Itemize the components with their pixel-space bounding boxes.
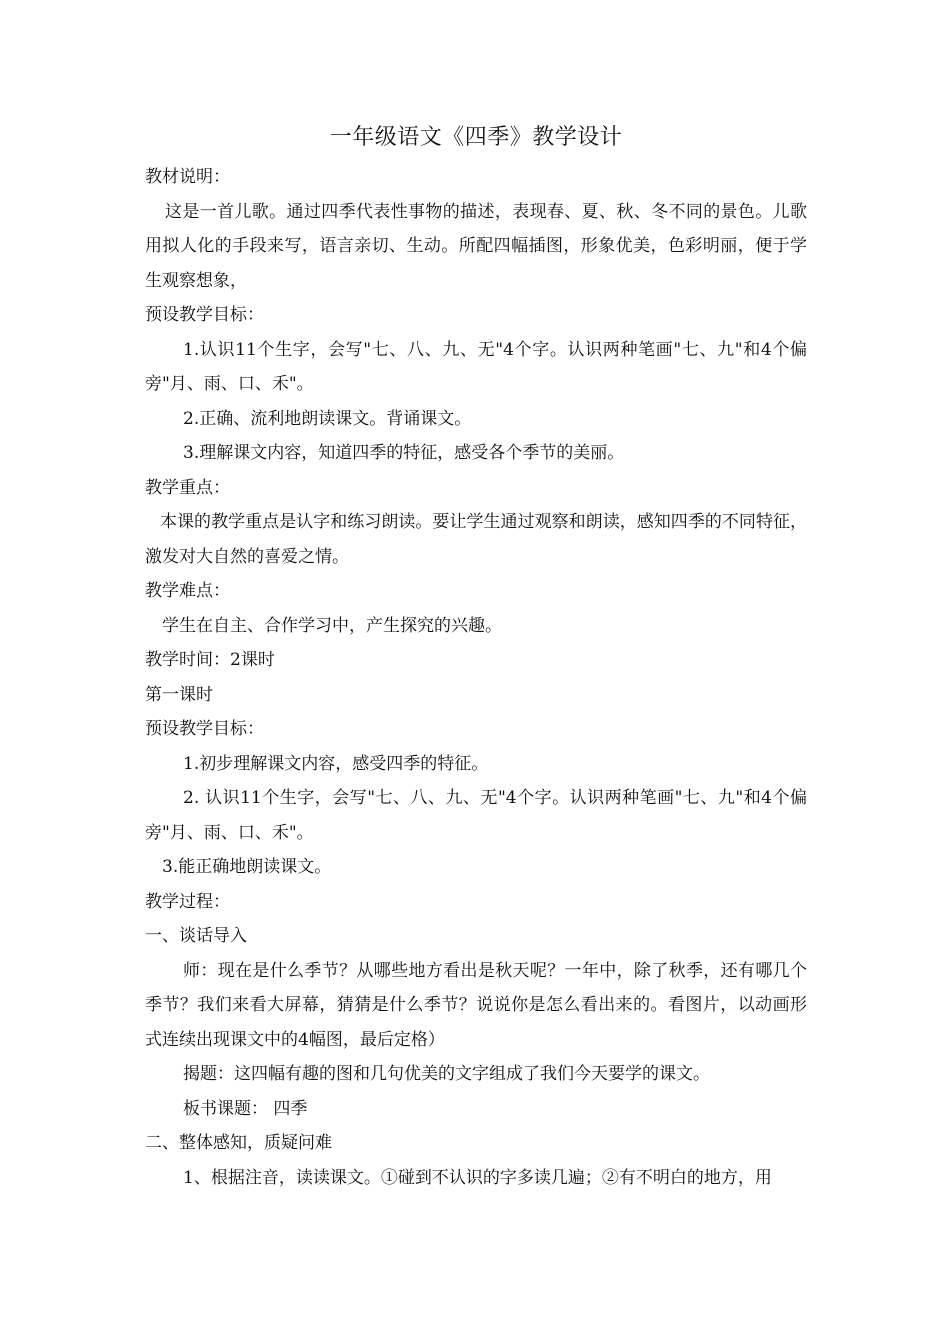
goal-item-2: 2.正确、流利地朗读课文。背诵课文。 (183, 408, 472, 429)
goal-item-3: 3.理解课文内容，知道四季的特征，感受各个季节的美丽。 (183, 443, 625, 463)
materials-description: 这是一首儿歌。通过四季代表性事物的描述，表现春、夏、秋、冬不同的景色。儿歌用拟人化的手段来写，语言亲切、生动。所配四幅插图，形象优美，色彩明丽，便于学生观察想象， (145, 201, 807, 291)
document-title: 一年级语文《四季》教学设计 (329, 125, 623, 150)
process-step-1-heading: 一、谈话导入 (145, 926, 247, 946)
key-points-text: 本课的教学重点是认字和练习朗读。要让学生通过观察和朗读，感知四季的不同特征，激发对大自然的喜爱之情。 (145, 512, 807, 567)
teaching-time: 教学时间：2课时 (145, 650, 275, 670)
lesson-goal-item-3: 3.能正确地朗读课文。 (162, 857, 332, 877)
document-body (145, 118, 807, 1195)
process-step-1-board: 板书课题： 四季 (183, 1098, 308, 1119)
process-step-1-topic: 揭题：这四幅有趣的图和几句优美的文字组成了我们今天要学的课文。 (183, 1064, 710, 1084)
section-heading-process: 教学过程： (145, 891, 230, 912)
lesson-goal-item-2: 2. 认识11个生字，会写"七、八、九、无"4个字。认识两种笔画"七、九"和4个偏旁"月、雨、口、禾"。 (145, 788, 807, 843)
section-heading-key-points: 教学重点： (145, 477, 230, 498)
section-heading-lesson-goals: 预设教学目标： (145, 719, 264, 739)
goal-item-1: 1.认识11个生字，会写"七、八、九、无"4个字。认识两种笔画"七、九"和4个偏旁"月、雨、口、禾"。 (145, 339, 807, 394)
process-step-2-item-1: 1、根据注音，读读课文。①碰到不认识的字多读几遍；②有不明白的地方，用 (183, 1167, 772, 1188)
lesson-goal-item-1: 1.初步理解课文内容，感受四季的特征。 (183, 753, 489, 774)
process-step-2-heading: 二、整体感知，质疑问难 (145, 1133, 332, 1153)
section-heading-materials: 教材说明： (145, 167, 230, 187)
first-lesson-heading: 第一课时 (145, 684, 213, 705)
process-step-1-dialogue: 师：现在是什么季节？从哪些地方看出是秋天呢？一年中，除了秋季，还有哪几个季节？我们来看大屏幕，猜猜是什么季节？说说你是怎么看出来的。看图片，以动画形式连续出现课文中的4幅图，最后定格） (145, 960, 807, 1050)
difficulties-text: 学生在自主、合作学习中，产生探究的兴趣。 (162, 615, 502, 636)
section-heading-goals: 预设教学目标： (145, 305, 264, 325)
section-heading-difficulties: 教学难点： (145, 581, 230, 601)
